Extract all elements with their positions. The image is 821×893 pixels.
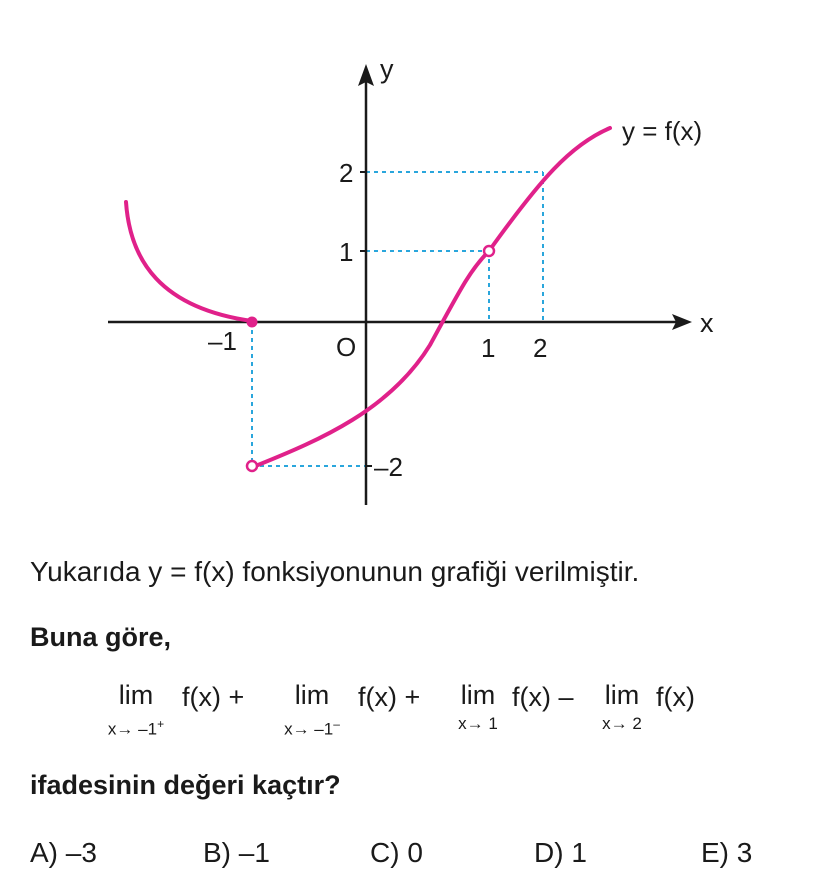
choice-c[interactable]: C) 0 <box>370 837 423 868</box>
lim-subscript: x→ –1– <box>284 717 340 739</box>
axes <box>108 82 676 505</box>
tick-label-x-1: 1 <box>481 333 496 363</box>
choice-e[interactable]: E) 3 <box>701 837 753 868</box>
choice-b[interactable]: B) –1 <box>203 837 270 868</box>
lead-text: Buna göre, <box>30 622 172 652</box>
term-2-function: f(x) + <box>358 682 421 712</box>
choice-a[interactable]: A) –3 <box>30 837 97 868</box>
open-point-neg1-neg2 <box>247 461 257 471</box>
term-4-function: f(x) <box>656 682 695 712</box>
open-point-1-1 <box>484 246 494 256</box>
term-1-function: f(x) + <box>182 682 245 712</box>
function-curve <box>126 128 610 465</box>
filled-point-neg1-0 <box>247 317 258 328</box>
lim-subscript: x→ 2 <box>602 714 642 733</box>
intro-text: Yukarıda y = f(x) fonksiyonunun grafiği verilmiştir. <box>30 556 640 587</box>
lim-word: lim <box>294 680 330 710</box>
tick-label-y-1: 1 <box>339 237 354 267</box>
term-3-function: f(x) – <box>512 682 574 712</box>
tick-label-y-2: 2 <box>339 158 354 188</box>
limit-term-4 <box>590 680 654 734</box>
y-axis-label: y <box>380 54 394 84</box>
lim-subscript: x→ –1+ <box>107 717 165 739</box>
x-axis-label: x <box>700 308 714 338</box>
lim-word: lim <box>460 680 496 710</box>
guide-lines <box>252 172 543 466</box>
tick-label-x-neg1: –1 <box>208 326 237 356</box>
curve-main-branch <box>258 128 610 465</box>
curve-label: y = f(x) <box>622 116 703 146</box>
question-text: ifadesinin değeri kaçtır? <box>30 770 341 800</box>
tick-label-x-2: 2 <box>533 333 548 363</box>
tick-label-y-neg2: –2 <box>374 452 403 482</box>
origin-label: O <box>336 332 357 362</box>
lim-word: lim <box>118 680 154 710</box>
limit-term-1 <box>96 680 176 740</box>
curve-left-branch <box>126 202 252 321</box>
limit-term-3 <box>446 680 510 734</box>
choice-d[interactable]: D) 1 <box>534 837 587 868</box>
lim-word: lim <box>604 680 640 710</box>
limit-term-2 <box>272 680 352 740</box>
lim-subscript: x→ 1 <box>458 714 498 733</box>
